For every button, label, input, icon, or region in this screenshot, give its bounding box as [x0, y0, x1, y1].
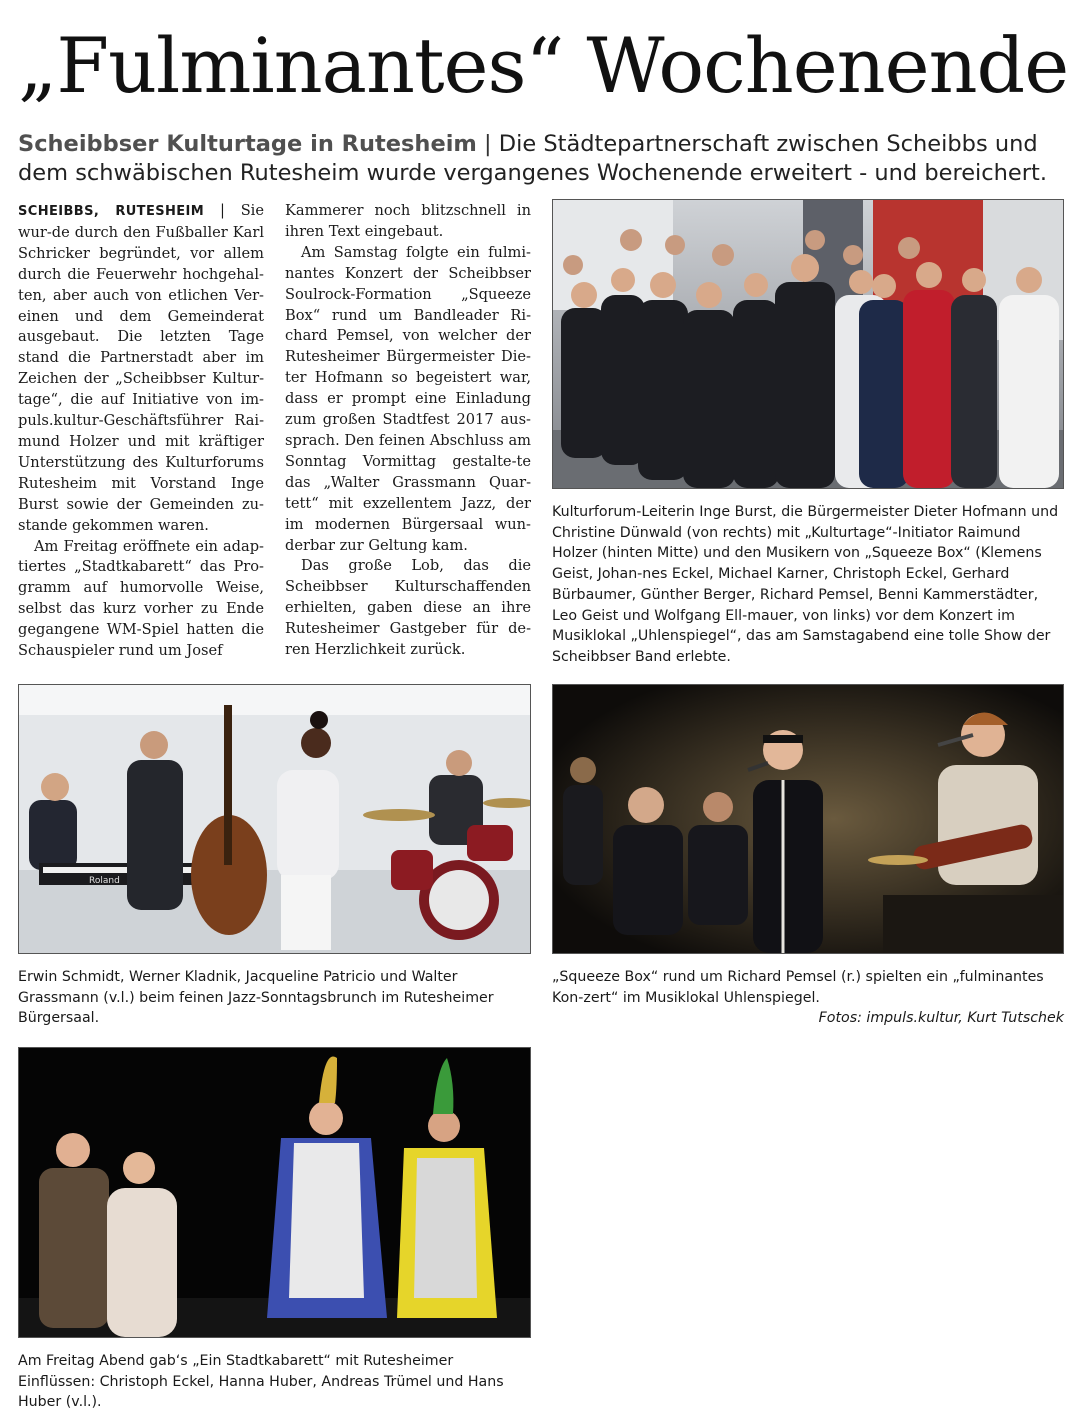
paragraph-1-text: Sie wur-de durch den Fußballer Karl Schricker begründet, vor allem durch die Feuerwehr hochgehal-ten, aber auch von etlichen Ver-einen und dem Gemeinderat ausgebaut. Die letzten Tage stand die Partnerstadt aber im Zeichen der „Scheibbser Kultur-tage“, die auf Initiative von im-puls.kultur-Geschäftsführer Rai-mund Holzer und mit kräftiger Unterstützung des Kulturforums Rutesheim mit Vorstand Inge Burst sowie der Gemeinden zu-stande gekommen waren. [18, 202, 264, 534]
kabarett-photo [18, 1047, 531, 1338]
article-paragraph-2-continued: Kammerer noch blitzschnell in ihren Text eingebaut. [285, 202, 531, 240]
kabarett-photo-caption [18, 1351, 529, 1413]
subhead-separator: | [484, 131, 492, 157]
subheadline [18, 130, 1078, 188]
article-paragraph-1 [18, 201, 264, 537]
jazz-caption-text: Erwin Schmidt, Werner Kladnik, Jacqueline Patricio und Walter Grassmann (v.l.) beim feinen Jazz-Sonntagsbrunch im Rutesheimer Bürgersaal. [18, 969, 494, 1027]
article-column-1 [18, 201, 264, 662]
photo-credit: Fotos: impuls.kultur, Kurt Tutschek [818, 1010, 1064, 1027]
band-caption-text [552, 967, 1064, 1027]
article-paragraph-2: Am Freitag eröffnete ein adap-tiertes „Stadtkabarett“ das Pro-gramm auf humorvolle Weise, selbst das kurz vorher zu Ende gegangene WM-Spiel hatten die Schauspieler rund um Josef [18, 537, 264, 660]
group-photo-caption [552, 502, 1062, 668]
article-paragraph-3: Am Samstag folgte ein fulmi-nantes Konzert der Scheibbser Soulrock-Formation „Squeeze Box“ rund um Bandleader Ri-chard Pemsel, von welcher der Rutesheimer Bürgermeister Die-ter Hofmann so begeistert war, dass er prompt eine Einladung zum großen Stadtfest 2017 aus-sprach. Den feinen Abschluss am Sonntag Vormittag gestalte-te das „Walter Grassmann Quar-tett“ mit exzellentem Jazz, der im modernen Bürgersaal wun-derbar zur Geltung kam. [285, 243, 531, 554]
dateline-separator: | [219, 202, 225, 219]
band-caption-body: „Squeeze Box“ rund um Richard Pemsel (r.) spielten ein „fulminantes Kon-zert“ im Musiklokal Uhlenspiegel. [552, 969, 1044, 1006]
band-photo-caption [552, 967, 1064, 1029]
jazz-photo [18, 684, 531, 954]
article-column-2 [285, 201, 531, 661]
subhead-kicker: Scheibbser Kulturtage in Rutesheim [18, 131, 477, 157]
jazz-photo-caption [18, 967, 529, 1029]
subhead-text: Die Städtepartnerschaft zwischen Scheibbs und dem schwäbischen Rutesheim wurde vergangenes Wochenende erweitert - und bereichert. [18, 131, 1048, 186]
dateline: SCHEIBBS, RUTESHEIM [18, 204, 205, 219]
keyboard-brand: Roland [89, 876, 120, 886]
headline: „Fulminantes“ Wochenende [18, 21, 1069, 110]
kabarett-caption-text: Am Freitag Abend gab‘s „Ein Stadtkabarett“ mit Rutesheimer Einflüssen: Christoph Eckel, Hanna Huber, Andreas Trümel und Hans Huber (v.l.). [18, 1353, 504, 1411]
group-photo [552, 199, 1064, 489]
band-photo [552, 684, 1064, 954]
group-caption-text: Kulturforum-Leiterin Inge Burst, die Bürgermeister Dieter Hofmann und Christine Dünwald (von rechts) mit „Kulturtage“-Initiator Raimund Holzer (hinten Mitte) und den Musikern von „Squeeze Box“ (Klemens Geist, Johan-nes Eckel, Michael Karner, Christoph Eckel, Gerhard Bürbaumer, Günther Berger, Richard Pemsel, Benni Kammerstädter, Leo Geist und Wolfgang Ell-mauer, von links) vor dem Konzert im Musiklokal „Uhlenspiegel“, das am Samstagabend eine tolle Show der Scheibbser Band erlebte. [552, 504, 1059, 665]
article-paragraph-4: Das große Lob, das die Scheibbser Kulturschaffenden erhielten, gaben diese an ihre Rutesheimer Gastgeber für de-ren Herzlichkeit zurück. [285, 557, 531, 659]
